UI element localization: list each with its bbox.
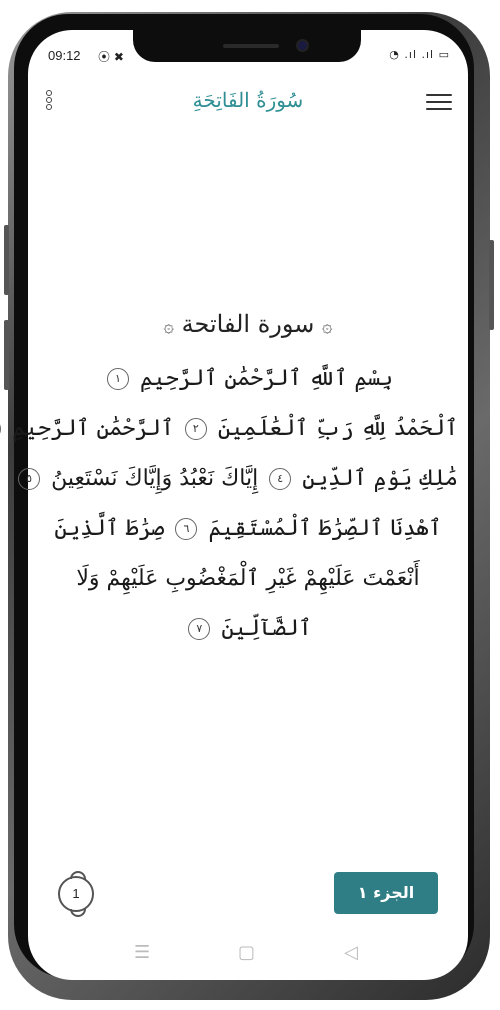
verse-line <box>38 554 458 604</box>
surah-title-text: سورة الفاتحة <box>181 310 315 338</box>
status-time: 09:12 <box>48 48 81 63</box>
page-number-badge[interactable]: 1 <box>58 876 94 912</box>
header-title: سُورَةُ الفَاتِحَةِ <box>192 88 304 112</box>
ayah-number-marker[interactable]: ٤ <box>269 468 291 490</box>
ayah-number-marker[interactable]: ٦ <box>175 518 197 540</box>
volume-button <box>4 225 9 295</box>
power-button <box>489 240 494 330</box>
notch <box>133 30 361 62</box>
ornament-icon: ۞ <box>163 316 174 337</box>
verse-line <box>38 354 458 404</box>
ayah-number-marker[interactable]: ٧ <box>188 618 210 640</box>
app-header <box>28 80 468 126</box>
ayah-number-marker[interactable]: ٥ <box>18 468 40 490</box>
home-icon[interactable]: ▢ <box>238 942 256 963</box>
verse-text: إِيَّاكَ نَعْبُدُ وَإِيَّاكَ نَسْتَعِينُ <box>51 466 259 491</box>
ornament-icon: ۞ <box>322 316 333 337</box>
volume-button <box>4 320 9 390</box>
verse-text: بِسْمِ ٱللَّهِ ٱلرَّحْمَٰنِ ٱلرَّحِيمِ <box>139 366 393 391</box>
signal-battery-icons: ◔ .ıl .ıl ▭ <box>389 48 450 61</box>
ayah-number-marker[interactable] <box>0 418 1 440</box>
speaker-grille <box>223 44 279 48</box>
ayah-number-marker[interactable]: ٢ <box>185 418 207 440</box>
ayah-number-marker[interactable]: ١ <box>107 368 129 390</box>
verse-line <box>26 454 458 504</box>
verse-line <box>38 504 458 554</box>
front-camera <box>298 41 307 50</box>
juz-button[interactable]: الجزء ١ <box>334 872 438 914</box>
surah-content <box>12 310 458 654</box>
verse-line <box>38 604 458 654</box>
verse-line <box>12 404 458 454</box>
back-icon[interactable]: ◁ <box>344 942 358 963</box>
verse-text: ٱهْدِنَا ٱلصِّرَٰطَ ٱلْمُسْتَقِيمَ <box>208 516 442 541</box>
verse-text: ٱلْحَمْدُ لِلَّهِ رَبِّ ٱلْعَٰلَمِينَ <box>217 416 458 441</box>
verse-text: صِرَٰطَ ٱلَّذِينَ <box>54 516 165 541</box>
vertical-dots-icon[interactable] <box>46 90 56 116</box>
hamburger-icon[interactable] <box>426 94 452 112</box>
notification-icons: ⦿ ✖ <box>98 50 124 64</box>
verse-text: ٱلضَّآلِّينَ <box>221 616 312 641</box>
screen <box>12 30 468 980</box>
verse-text: ٱلرَّحْمَٰنِ ٱلرَّحِيمِ <box>12 416 174 441</box>
system-nav-bar <box>28 938 468 968</box>
recent-apps-icon[interactable]: ☰ <box>134 942 151 963</box>
surah-title <box>38 310 458 338</box>
verse-text: أَنْعَمْتَ عَلَيْهِمْ غَيْرِ ٱلْمَغْضُوبِ عَلَيْهِمْ وَلَا <box>76 566 420 591</box>
verse-text: مَٰلِكِ يَوْمِ ٱلدِّينِ <box>302 466 458 491</box>
